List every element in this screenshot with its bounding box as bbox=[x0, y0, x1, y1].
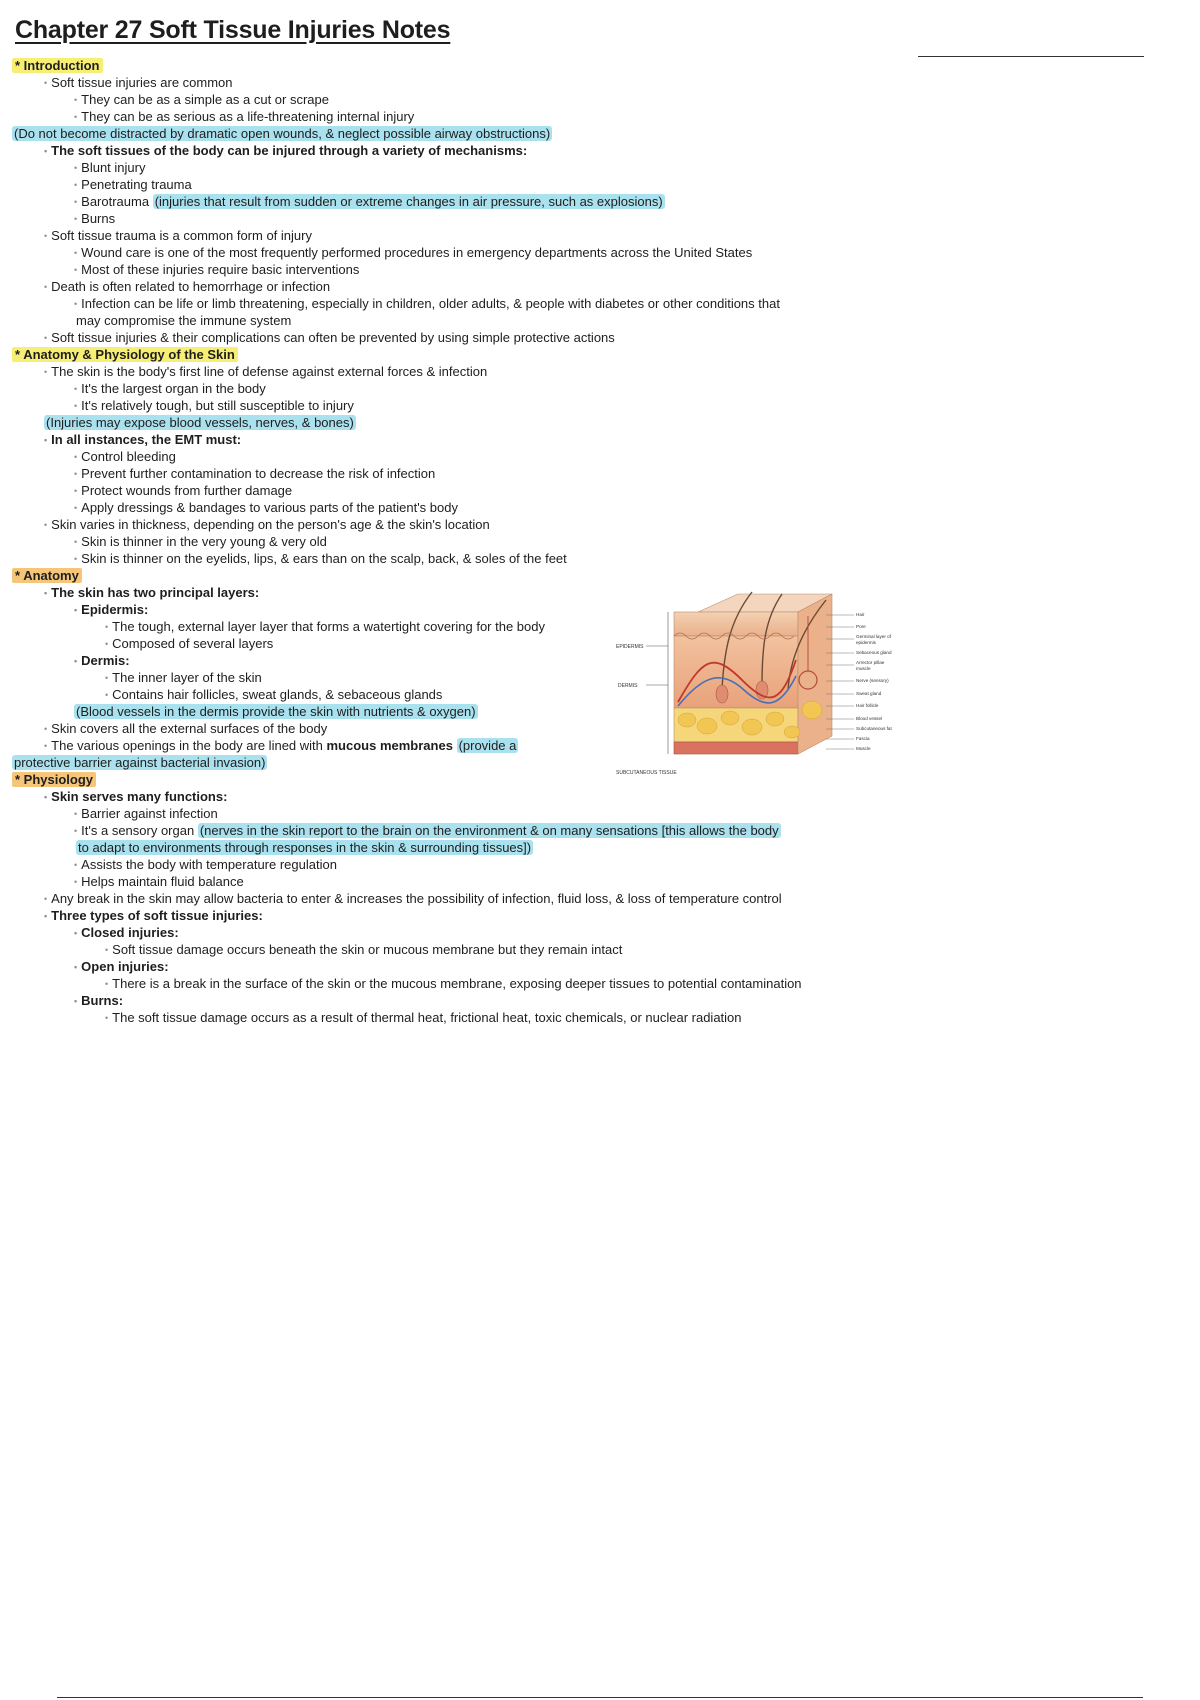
note-line bbox=[12, 91, 954, 108]
figure-label-hair-follicle: Hair follicle bbox=[856, 703, 879, 708]
figure-label-dermis: DERMIS bbox=[618, 683, 638, 689]
section-heading-text: * Introduction bbox=[12, 58, 103, 73]
note-line bbox=[12, 125, 892, 142]
note-line bbox=[12, 142, 924, 159]
note-line bbox=[12, 244, 954, 261]
note-line bbox=[12, 108, 954, 125]
note-line bbox=[12, 958, 954, 975]
note-text: • Blunt injury bbox=[74, 160, 145, 175]
note-line bbox=[12, 1009, 985, 1026]
note-line bbox=[12, 720, 642, 737]
note-line bbox=[12, 414, 924, 431]
note-line bbox=[12, 873, 954, 890]
note-line bbox=[12, 669, 703, 686]
note-line bbox=[12, 516, 924, 533]
note-text: • Helps maintain fluid balance bbox=[74, 874, 244, 889]
note-line bbox=[12, 448, 954, 465]
note-line bbox=[12, 431, 924, 448]
note-text: (Injuries may expose blood vessels, nerves, & bones) bbox=[46, 415, 354, 430]
document-title: Chapter 27 Soft Tissue Injuries Notes bbox=[15, 16, 451, 44]
note-text: • They can be as a simple as a cut or scrape bbox=[74, 92, 329, 107]
note-text: • Skin serves many functions: bbox=[44, 789, 227, 804]
note-line bbox=[12, 890, 924, 907]
note-line bbox=[12, 278, 924, 295]
note-text: • The inner layer of the skin bbox=[105, 670, 262, 685]
note-line bbox=[12, 74, 924, 91]
note-text: • The soft tissue damage occurs as a result of thermal heat, frictional heat, toxic chemicals, or nuclear radiation bbox=[105, 1010, 742, 1025]
note-text: • The various openings in the body are lined with bbox=[44, 738, 327, 753]
note-line bbox=[12, 839, 956, 856]
note-line bbox=[12, 482, 954, 499]
note-text: • Contains hair follicles, sweat glands, & sebaceous glands bbox=[105, 687, 442, 702]
note-text: • Soft tissue damage occurs beneath the skin or mucous membrane but they remain intact bbox=[105, 942, 622, 957]
note-text: • Closed injuries: bbox=[74, 925, 179, 940]
note-text: • Protect wounds from further damage bbox=[74, 483, 292, 498]
note-line bbox=[12, 856, 954, 873]
note-text: • Soft tissue injuries are common bbox=[44, 75, 233, 90]
figure-label-sebaceous-gland: Sebaceous gland bbox=[856, 650, 892, 655]
note-line bbox=[12, 550, 954, 567]
note-text: • There is a break in the surface of the skin or the mucous membrane, exposing deeper tissues to potential contamination bbox=[105, 976, 802, 991]
note-text: may compromise the immune system bbox=[76, 313, 292, 328]
note-text: • Burns: bbox=[74, 993, 123, 1008]
figure-label-sweat-gland: Sweat gland bbox=[856, 691, 882, 696]
note-text: • It's a sensory organ bbox=[74, 823, 194, 838]
figure-label-pore: Pore bbox=[856, 624, 866, 629]
note-line bbox=[12, 295, 954, 312]
note-highlight: (injuries that result from sudden or extreme changes in air pressure, such as explosions) bbox=[154, 194, 663, 209]
note-text: • Penetrating trauma bbox=[74, 177, 192, 192]
note-text: • Barotrauma bbox=[74, 194, 149, 209]
note-line bbox=[12, 941, 985, 958]
figure-label-fascia: Fascia bbox=[856, 736, 870, 741]
note-text: • Skin is thinner on the eyelids, lips, & ears than on the scalp, back, & soles of the feet bbox=[74, 551, 567, 566]
note-line bbox=[12, 499, 954, 516]
figure-label-subcutaneous: SUBCUTANEOUS TISSUE bbox=[616, 770, 677, 776]
note-line bbox=[12, 822, 954, 839]
note-text: (Blood vessels in the dermis provide the skin with nutrients & oxygen) bbox=[76, 704, 476, 719]
note-text: • Assists the body with temperature regulation bbox=[74, 857, 337, 872]
note-text: • Epidermis: bbox=[74, 602, 148, 617]
note-text: • Infection can be life or limb threatening, especially in children, older adults, & people with diabetes or other conditions that bbox=[74, 296, 780, 311]
note-text: to adapt to environments through responses in the skin & surrounding tissues]) bbox=[78, 840, 532, 855]
note-line bbox=[12, 805, 954, 822]
note-line bbox=[12, 652, 672, 669]
note-line bbox=[12, 788, 924, 805]
figure-label-epidermis: EPIDERMIS bbox=[616, 644, 644, 650]
note-text: • Barrier against infection bbox=[74, 806, 218, 821]
footer-line bbox=[57, 1697, 1143, 1698]
note-text: • Burns bbox=[74, 211, 115, 226]
note-line bbox=[12, 533, 954, 550]
note-text: • Three types of soft tissue injuries: bbox=[44, 908, 263, 923]
note-text: • Skin covers all the external surfaces of the body bbox=[44, 721, 327, 736]
note-text: • The skin has two principal layers: bbox=[44, 585, 259, 600]
note-line bbox=[12, 380, 954, 397]
note-text: (Do not become distracted by dramatic open wounds, & neglect possible airway obstructions) bbox=[14, 126, 551, 141]
name-line bbox=[918, 56, 1144, 57]
note-line bbox=[12, 975, 985, 992]
note-highlight: (nerves in the skin report to the brain on the environment & on many sensations [this allows the body bbox=[199, 823, 779, 838]
notes-body bbox=[12, 57, 892, 1026]
note-text: • Soft tissue injuries & their complications can often be prevented by using simple protective actions bbox=[44, 330, 615, 345]
note-text: • Dermis: bbox=[74, 653, 130, 668]
figure-label-hair: Hair bbox=[856, 612, 865, 617]
note-text: • Wound care is one of the most frequently performed procedures in emergency departments across the United States bbox=[74, 245, 752, 260]
note-text: • In all instances, the EMT must: bbox=[44, 432, 241, 447]
note-line bbox=[12, 312, 956, 329]
note-line bbox=[12, 992, 954, 1009]
note-line bbox=[12, 703, 672, 720]
note-text: • Composed of several layers bbox=[105, 636, 273, 651]
note-text: • Apply dressings & bandages to various parts of the patient's body bbox=[74, 500, 458, 515]
note-text: • It's the largest organ in the body bbox=[74, 381, 266, 396]
figure-label-blood-vessel: Blood vessel bbox=[856, 716, 883, 721]
note-bold-term: mucous membranes bbox=[326, 738, 453, 753]
note-line bbox=[12, 465, 954, 482]
note-text: • Soft tissue trauma is a common form of injury bbox=[44, 228, 312, 243]
note-line bbox=[12, 618, 703, 635]
note-text: • Skin is thinner in the very young & very old bbox=[74, 534, 327, 549]
note-line bbox=[12, 261, 954, 278]
section-heading-text: * Anatomy bbox=[12, 568, 82, 583]
figure-label-germinal-layer-2: epidermis bbox=[856, 640, 876, 645]
figure-label-arrector-pillae-2: muscle bbox=[856, 666, 871, 671]
note-text: • Open injuries: bbox=[74, 959, 169, 974]
note-line bbox=[12, 210, 954, 227]
note-text: • They can be as serious as a life-threatening internal injury bbox=[74, 109, 414, 124]
note-highlight: (provide a bbox=[458, 738, 517, 753]
note-line bbox=[12, 907, 924, 924]
skin-anatomy-figure bbox=[612, 590, 900, 776]
note-text: • The skin is the body's first line of defense against external forces & infection bbox=[44, 364, 487, 379]
note-text: protective barrier against bacterial invasion) bbox=[14, 755, 266, 770]
note-text: • It's relatively tough, but still susceptible to injury bbox=[74, 398, 354, 413]
note-text: • Most of these injuries require basic interventions bbox=[74, 262, 359, 277]
figure-label-muscle: Muscle bbox=[856, 746, 871, 751]
note-line bbox=[12, 754, 610, 771]
note-line bbox=[12, 227, 924, 244]
note-line bbox=[12, 737, 642, 754]
note-line bbox=[12, 159, 954, 176]
section-heading bbox=[12, 567, 892, 584]
note-text: • The tough, external layer layer that forms a watertight covering for the body bbox=[105, 619, 545, 634]
figure-label-arrector-pillae: Arrector pillae bbox=[856, 660, 885, 665]
figure-label-germinal-layer: Germinal layer of bbox=[856, 634, 891, 639]
note-line bbox=[12, 193, 954, 210]
note-text: • Any break in the skin may allow bacteria to enter & increases the possibility of infection, fluid loss, & loss of temperature control bbox=[44, 891, 782, 906]
section-heading-text: * Anatomy & Physiology of the Skin bbox=[12, 347, 238, 362]
note-line bbox=[12, 686, 703, 703]
note-text: • Prevent further contamination to decrease the risk of infection bbox=[74, 466, 435, 481]
figure-label-subcutaneous-fat: Subcutaneous fat bbox=[856, 726, 892, 731]
section-heading-text: * Physiology bbox=[12, 772, 96, 787]
note-line bbox=[12, 635, 703, 652]
note-line bbox=[12, 397, 954, 414]
note-line bbox=[12, 176, 954, 193]
note-text: • Death is often related to hemorrhage or infection bbox=[44, 279, 330, 294]
note-line bbox=[12, 924, 954, 941]
note-line bbox=[12, 329, 924, 346]
note-text: • Skin varies in thickness, depending on the person's age & the skin's location bbox=[44, 517, 490, 532]
note-line bbox=[12, 363, 924, 380]
figure-label-nerve: Nerve (sensory) bbox=[856, 678, 889, 683]
note-text: • The soft tissues of the body can be injured through a variety of mechanisms: bbox=[44, 143, 527, 158]
section-heading bbox=[12, 57, 892, 74]
note-text: • Control bleeding bbox=[74, 449, 176, 464]
section-heading bbox=[12, 346, 892, 363]
